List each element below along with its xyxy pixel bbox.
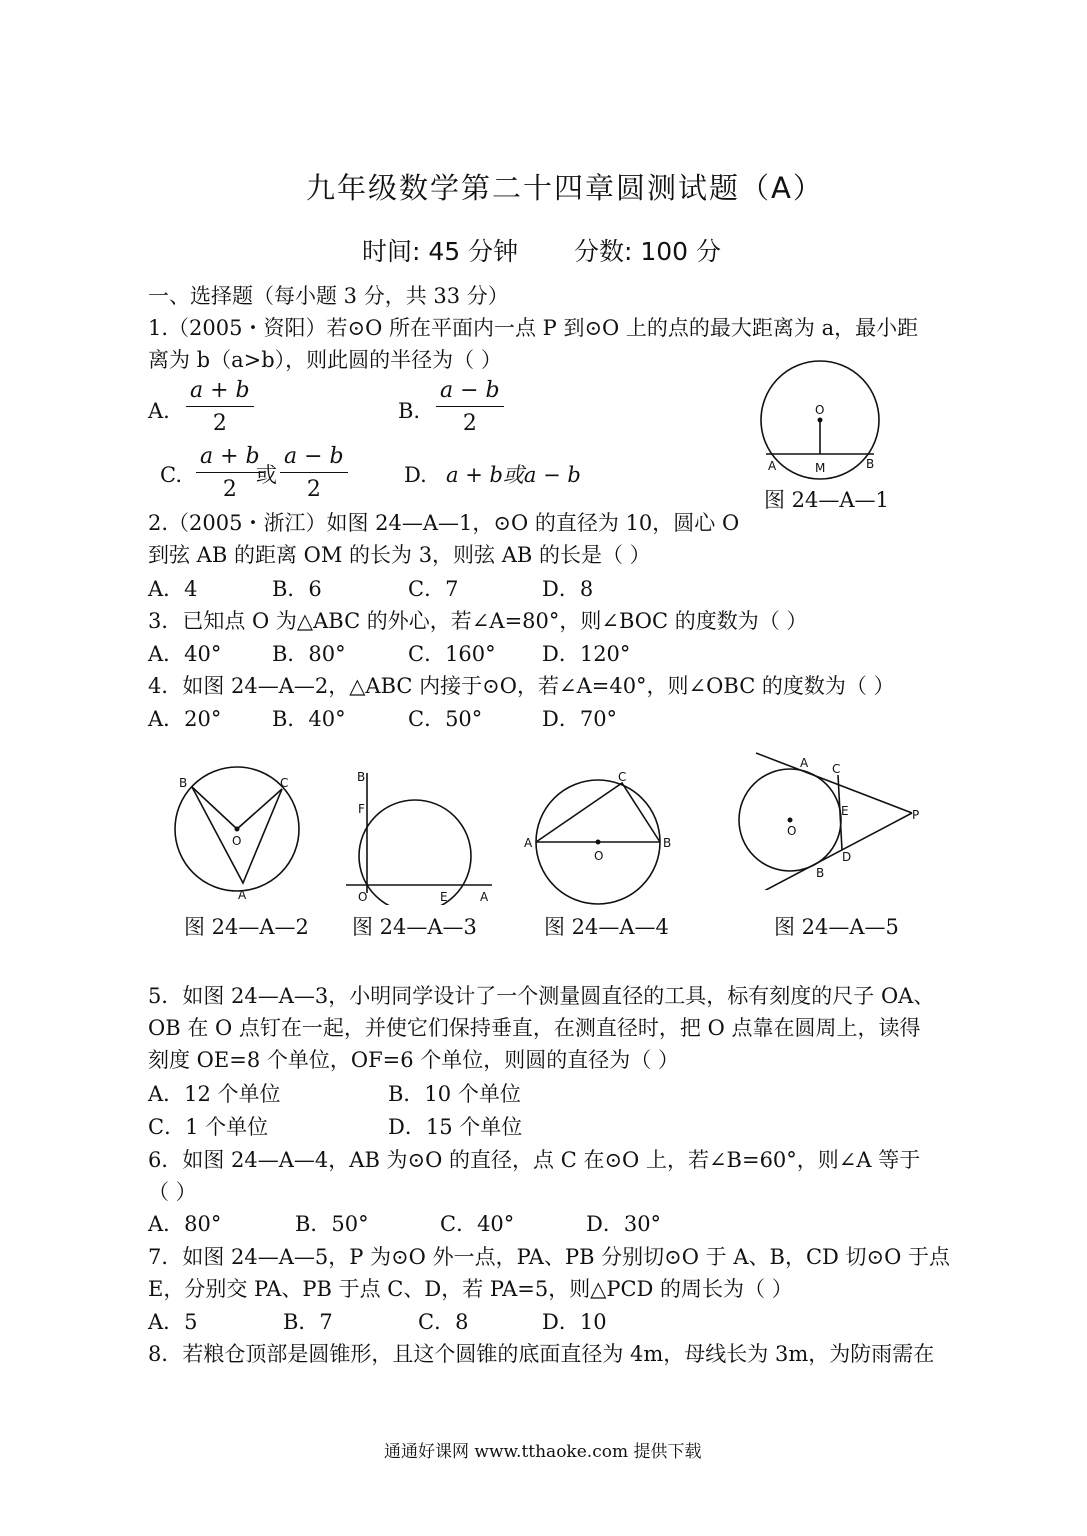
label-o: O: [815, 403, 825, 417]
figure-24-a-1: [750, 350, 900, 490]
q2-option-a: A．4: [148, 577, 198, 601]
page-title: 九年级数学第二十四章圆测试题（A）: [306, 171, 824, 205]
label-c: C: [280, 776, 289, 790]
label-a: A: [524, 836, 533, 850]
figure-caption: 图 24—A—4: [544, 915, 669, 939]
q4-option-d: D．70°: [542, 707, 618, 731]
q2-option-d: D．8: [542, 577, 594, 601]
frac-numerator: a + b: [196, 444, 264, 473]
label-m: M: [815, 461, 826, 475]
q4-option-b: B．40°: [272, 707, 346, 731]
figure-24-a-3: [340, 765, 500, 905]
q7-line2: E，分别交 PA、PB 于点 C、D，若 PA=5，则△PCD 的周长为（ ）: [148, 1277, 793, 1301]
q5-option-a: A．12 个单位: [148, 1082, 281, 1106]
frac-denominator: 2: [306, 477, 321, 502]
label-c: C: [618, 770, 627, 784]
q1-option-b-label: B.: [398, 399, 421, 423]
q5-option-c: C．1 个单位: [148, 1115, 269, 1139]
q4-option-a: A．20°: [148, 707, 222, 731]
label-b: B: [357, 770, 366, 784]
frac-denominator: 2: [462, 411, 477, 436]
time-info: 时间: 45 分钟: [362, 237, 519, 266]
label-b: B: [663, 836, 672, 850]
measured-circle: [359, 800, 471, 905]
q6-option-d: D．30°: [586, 1212, 662, 1236]
score-info: 分数: 100 分: [574, 237, 722, 266]
q5-option-b: B．10 个单位: [388, 1082, 521, 1106]
q1-option-a-fraction: [186, 378, 254, 436]
q5-line2: OB 在 O 点钉在一起，并使它们保持垂直，在测直径时，把 O 点靠在圆周上，读得: [148, 1016, 921, 1040]
label-b: B: [866, 457, 875, 471]
q8-line1: 8．若粮仓顶部是圆锥形，且这个圆锥的底面直径为 4m，母线长为 3m，为防雨需在: [148, 1342, 935, 1366]
q7-option-b: B．7: [283, 1310, 333, 1334]
label-p: P: [912, 808, 920, 822]
center-dot: [235, 827, 240, 832]
figure-caption: 图 24—A—5: [774, 915, 899, 939]
q7-option-a: A．5: [148, 1310, 198, 1334]
q2-line1: 2.（2005・浙江）如图 24—A—1，⊙O 的直径为 10，圆心 O: [148, 511, 740, 535]
q3-option-d: D．120°: [542, 642, 631, 666]
label-b: B: [179, 776, 188, 790]
q3-option-b: B．80°: [272, 642, 346, 666]
frac-numerator: a + b: [186, 378, 254, 407]
q6-option-a: A．80°: [148, 1212, 222, 1236]
q1-option-d-text: a + b或a − b: [446, 463, 581, 487]
label-o: O: [787, 824, 797, 838]
label-a: A: [238, 888, 247, 902]
label-a: A: [480, 890, 489, 904]
label-o: O: [232, 834, 242, 848]
label-o: O: [594, 849, 604, 863]
figure-24-a-2: [168, 765, 308, 905]
q5-line3: 刻度 OE=8 个单位，OF=6 个单位，则圆的直径为（ ）: [148, 1048, 679, 1072]
triangle-acb: [536, 783, 660, 842]
q6-option-b: B．50°: [295, 1212, 369, 1236]
figure-caption: 图 24—A—2: [184, 915, 309, 939]
q6-line1: 6．如图 24—A—4，AB 为⊙O 的直径，点 C 在⊙O 上，若∠B=60°，则∠A 等于: [148, 1148, 921, 1172]
label-o: O: [358, 890, 368, 904]
q1-option-d-label: D.: [404, 463, 427, 487]
q4-line1: 4．如图 24—A—2，△ABC 内接于⊙O，若∠A=40°，则∠OBC 的度数为（ ）: [148, 674, 895, 698]
footer-text: 通通好课网 www.tthaoke.com 提供下载: [384, 1442, 702, 1462]
q1-line2: 离为 b（a>b），则此圆的半径为（ ）: [148, 348, 502, 372]
q1-option-a-label: A.: [148, 399, 170, 423]
label-d: D: [842, 850, 852, 864]
label-e: E: [841, 804, 849, 818]
q2-line2: 到弦 AB 的距离 OM 的长为 3，则弦 AB 的长是（ ）: [148, 543, 651, 567]
label-c: C: [832, 762, 841, 776]
q5-line1: 5．如图 24—A—3，小明同学设计了一个测量圆直径的工具，标有刻度的尺子 OA、: [148, 984, 935, 1008]
frac-numerator: a − b: [436, 378, 504, 407]
center-dot: [596, 840, 601, 845]
center-dot: [818, 418, 823, 423]
q7-option-c: C．8: [418, 1310, 469, 1334]
q4-option-c: C．50°: [408, 707, 483, 731]
q2-option-c: C．7: [408, 577, 459, 601]
label-b: B: [816, 866, 825, 880]
q1-option-b-fraction: [436, 378, 504, 436]
q6-line2: （ ）: [148, 1180, 197, 1204]
q1-line1: 1.（2005・资阳）若⊙O 所在平面内一点 P 到⊙O 上的点的最大距离为 a，最小距: [148, 316, 919, 340]
label-e: E: [440, 890, 448, 904]
figure-24-a-5: [730, 745, 930, 890]
q7-line1: 7．如图 24—A—5，P 为⊙O 外一点，PA、PB 分别切⊙O 于 A、B，CD 切⊙O 于点: [148, 1245, 951, 1269]
frac-denominator: 2: [212, 411, 227, 436]
figure-caption: 图 24—A—1: [764, 488, 889, 512]
section-heading: 一、选择题（每小题 3 分，共 33 分）: [148, 284, 509, 308]
q1-option-c-fraction-1: [196, 444, 264, 502]
q6-option-c: C．40°: [440, 1212, 515, 1236]
q3-option-c: C．160°: [408, 642, 496, 666]
label-f: F: [358, 802, 365, 816]
q7-option-d: D．10: [542, 1310, 607, 1334]
label-a: A: [800, 756, 809, 770]
q2-option-b: B．6: [272, 577, 322, 601]
label-a: A: [768, 459, 777, 473]
q1-option-c-or: 或: [256, 463, 277, 487]
figure-caption: 图 24—A—3: [352, 915, 477, 939]
q3-option-a: A．40°: [148, 642, 222, 666]
q1-option-c-label: C.: [160, 463, 182, 487]
figure-24-a-4: [518, 765, 678, 910]
center-dot: [788, 818, 793, 823]
q3-line1: 3．已知点 O 为△ABC 的外心，若∠A=80°，则∠BOC 的度数为（ ）: [148, 609, 808, 633]
frac-numerator: a − b: [280, 444, 348, 473]
frac-denominator: 2: [222, 477, 237, 502]
q5-option-d: D．15 个单位: [388, 1115, 523, 1139]
q1-option-c-fraction-2: [280, 444, 348, 502]
